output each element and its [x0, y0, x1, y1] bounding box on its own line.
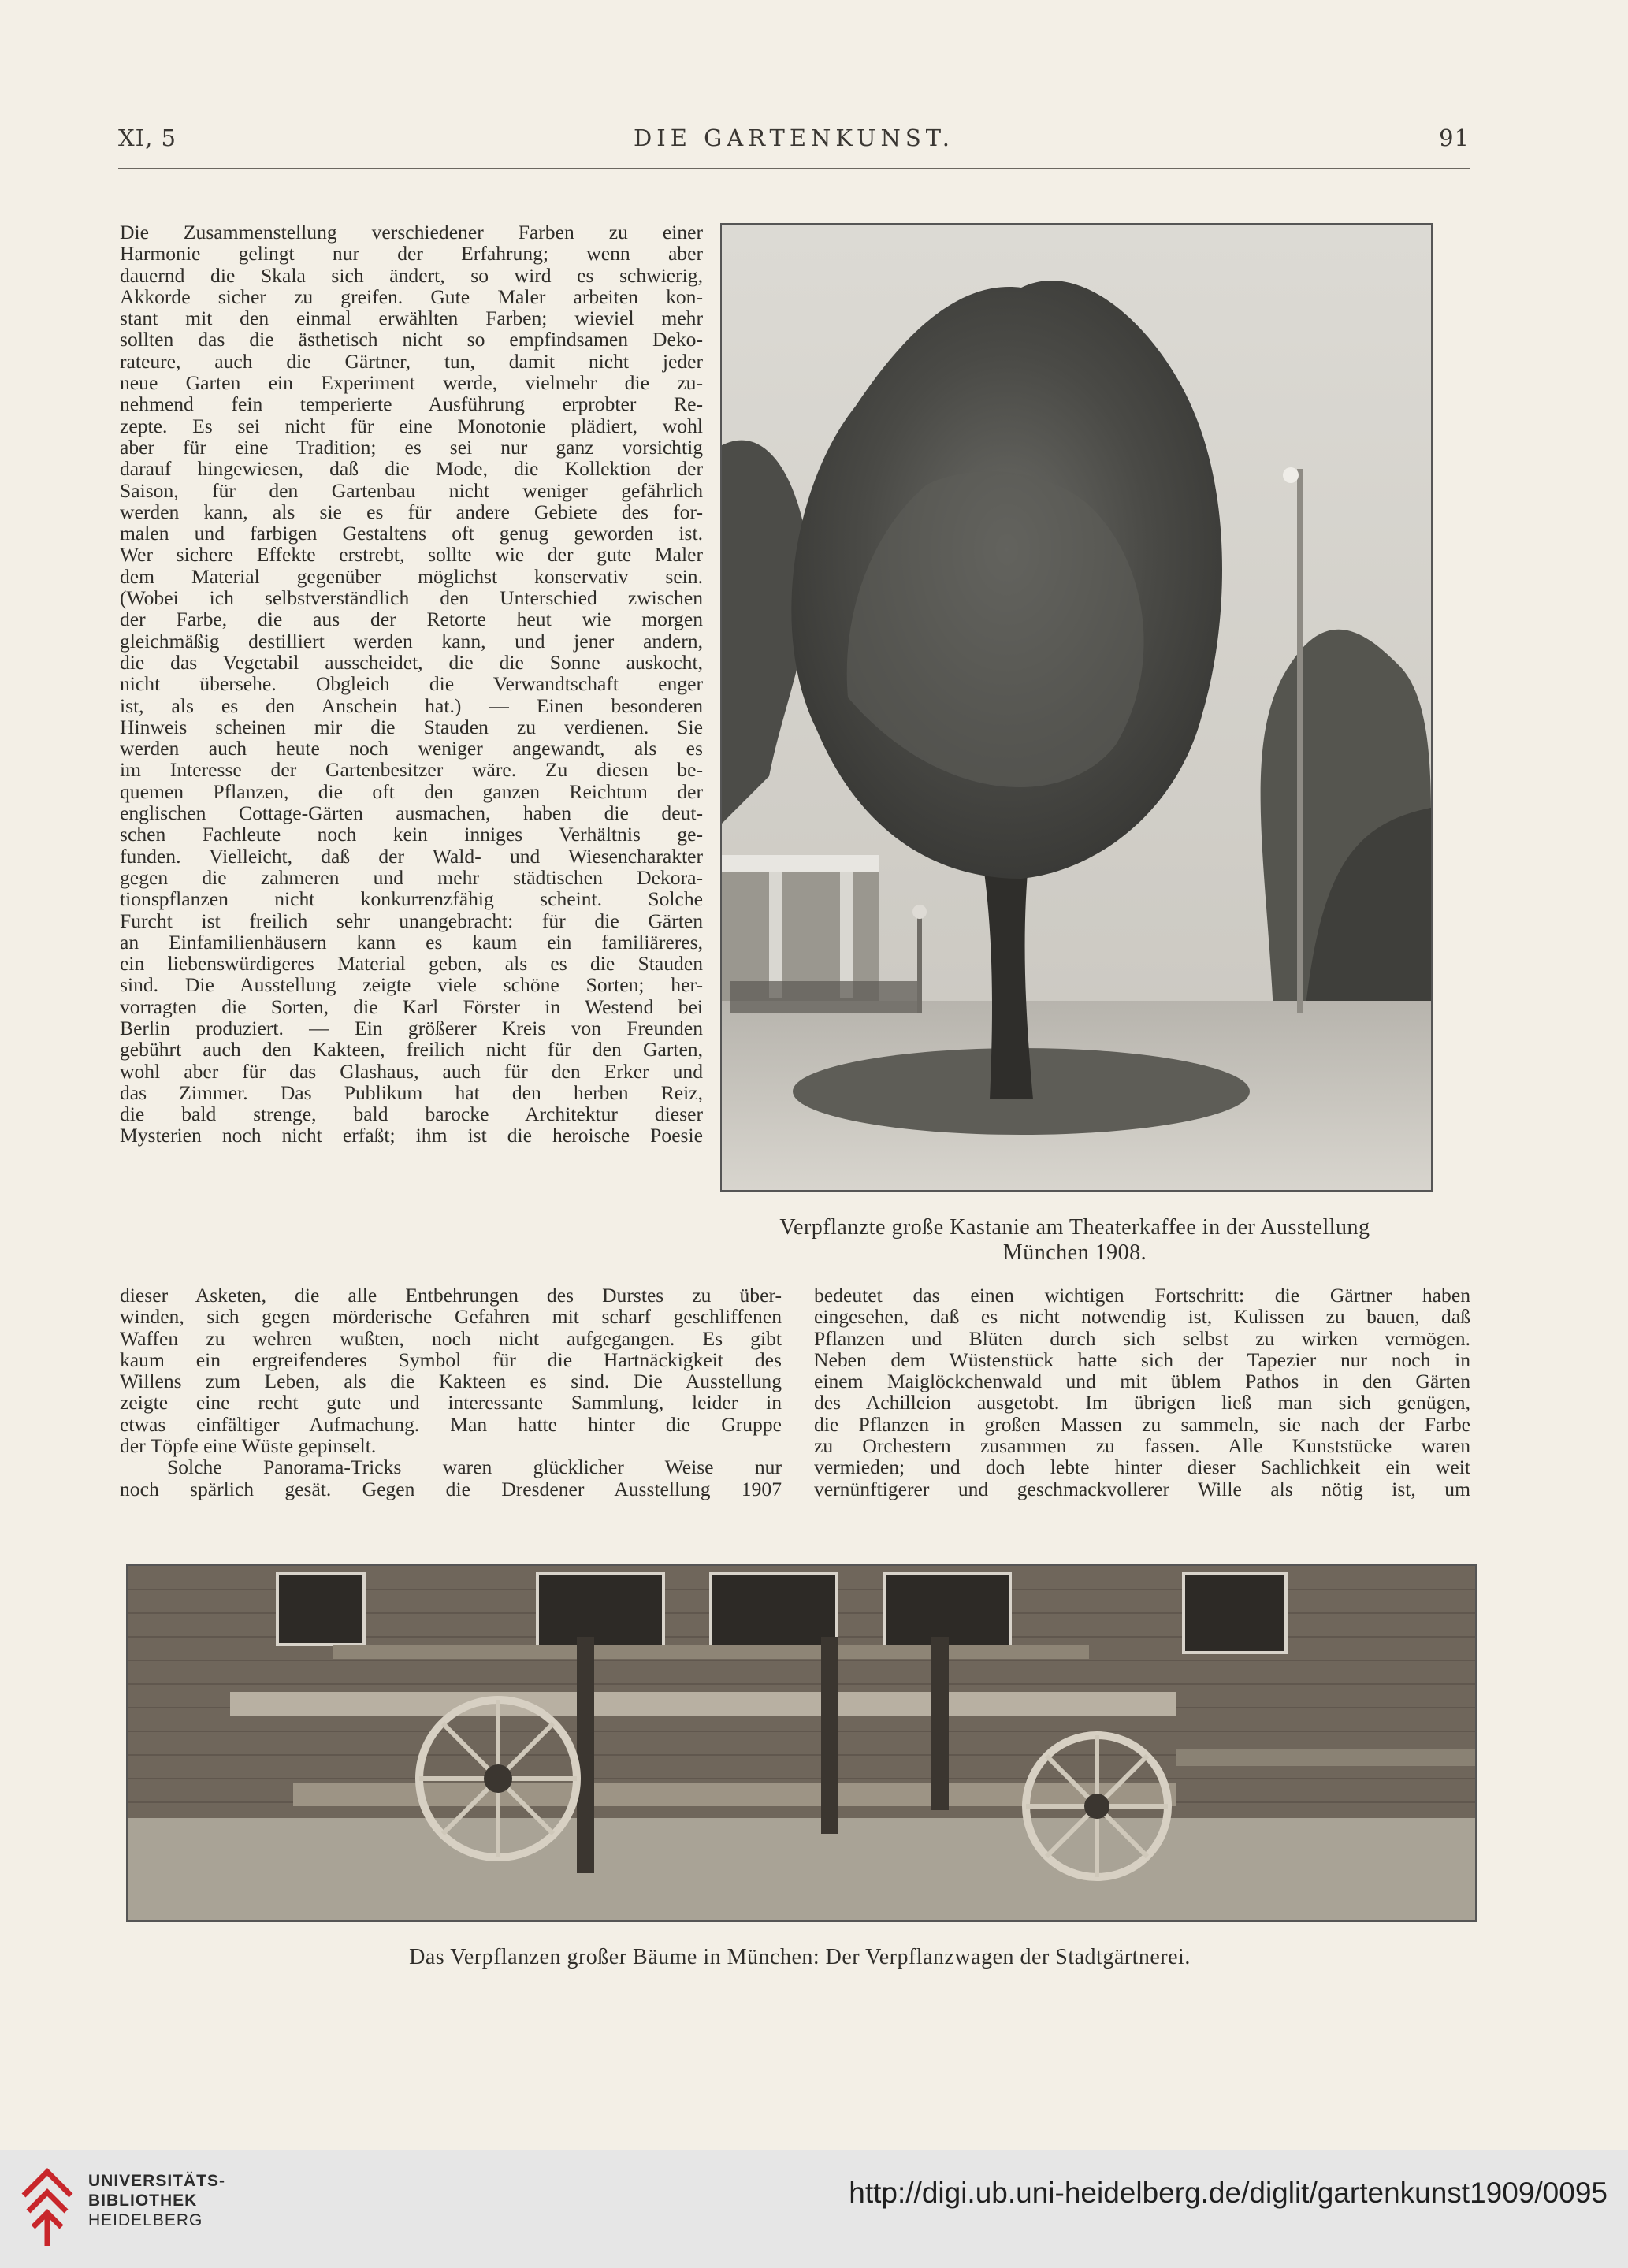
text-line: zepte. Es sei nicht für eine Monotonie plädiert, wohl: [120, 414, 703, 437]
text-line: dem Material gegenüber möglichst konservativ sein.: [120, 564, 703, 588]
text-line: gebührt auch den Kakteen, freilich nicht für den Garten,: [120, 1038, 703, 1061]
text-line: (Wobei ich selbstverständlich den Unterschied zwischen: [120, 586, 703, 610]
university-library-logo-icon: [17, 2164, 77, 2251]
text-line: die Pflanzen in großen Massen zu sammeln, sie nach der Farbe: [814, 1412, 1470, 1436]
text-line: ist, als es den Anschein hat.) — Einen besonderen: [120, 693, 703, 717]
text-column-left-lower: [120, 1285, 782, 1500]
text-line: kaum ein ergreifenderes Symbol für die Hartnäckigkeit des: [120, 1348, 782, 1371]
figure-caption-tree: [720, 1215, 1429, 1266]
text-line: neue Garten ein Experiment werde, vielmehr die zu-: [120, 371, 703, 395]
permalink-url[interactable]: http://digi.ub.uni-heidelberg.de/diglit/gartenkunst1909/0095: [849, 2177, 1608, 2209]
text-line: das Zimmer. Das Publikum hat den herben Reiz,: [120, 1080, 703, 1104]
library-line: UNIVERSITÄTS-: [88, 2172, 226, 2190]
text-line: wohl aber für das Glashaus, auch für den Erker und: [120, 1059, 703, 1083]
text-line: Willens zum Leben, als die Kakteen es sind. Die Ausstellung: [120, 1370, 782, 1393]
text-column-right-lower: [814, 1285, 1470, 1500]
text-line: malen und farbigen Gestaltens oft genug geworden ist.: [120, 522, 703, 545]
text-line: sind. Die Ausstellung zeigte viele schöne Sorten; her-: [120, 973, 703, 997]
text-line: Mysterien noch nicht erfaßt; ihm ist die heroische Poesie: [120, 1124, 703, 1147]
photo-transplanting-wagon: [126, 1564, 1477, 1922]
text-line: nicht übersehe. Obgleich die Verwandtschaft enger: [120, 672, 703, 696]
text-line: gleichmäßig destilliert werden kann, und jener andern,: [120, 629, 703, 653]
text-line: an Einfamilienhäusern kann es kaum ein familiäreres,: [120, 930, 703, 954]
text-line: englischen Cottage-Gärten ausmachen, haben die deut-: [120, 801, 703, 825]
text-line: werden auch heute noch weniger angewandt, als es: [120, 737, 703, 760]
text-line: Die Zusammenstellung verschiedener Farben zu einer: [120, 221, 703, 244]
tree-photo-drawing: [722, 225, 1431, 1190]
text-line: schen Fachleute noch kein inniges Verhältnis ge-: [120, 823, 703, 846]
text-line: winden, sich gegen mörderische Gefahren mit scharf geschliffenen: [120, 1305, 782, 1329]
figure-caption-wagon: Das Verpflanzen großer Bäume in München: Der Verpflanzwagen der Stadtgärtnerei.: [409, 1945, 1191, 1969]
library-line: HEIDELBERG: [88, 2211, 203, 2229]
text-line: zu Orchestern zusammen zu fassen. Alle Kunststücke waren: [814, 1434, 1470, 1458]
text-line: etwas einfältiger Aufmachung. Man hatte hinter die Gruppe: [120, 1412, 782, 1436]
text-line: Harmonie gelingt nur der Erfahrung; wenn aber: [120, 242, 703, 266]
library-line: BIBLIOTHEK: [88, 2192, 198, 2210]
text-line: funden. Vielleicht, daß der Wald- und Wiesencharakter: [120, 844, 703, 868]
text-line: die das Vegetabil ausscheidet, die die Sonne auskocht,: [120, 650, 703, 674]
text-line: darauf hingewiesen, daß die Mode, die Kollektion der: [120, 457, 703, 481]
text-line: bedeutet das einen wichtigen Fortschritt: die Gärtner haben: [814, 1284, 1470, 1307]
text-line: rateure, auch die Gärtner, tun, damit nicht jeder: [120, 349, 703, 373]
text-line: vorragten die Sorten, die Karl Förster in Westend bei: [120, 995, 703, 1018]
text-line: Pflanzen und Blüten durch sich selbst zu wirken vermögen.: [814, 1326, 1470, 1350]
text-line: Waffen zu wehren wußten, noch nicht aufgegangen. Es gibt: [120, 1326, 782, 1350]
running-head: [118, 125, 1470, 156]
text-line: Akkorde sicher zu greifen. Gute Maler arbeiten kon-: [120, 284, 703, 308]
text-line: Neben dem Wüstenstück hatte sich der Tapezier nur noch in: [814, 1348, 1470, 1371]
text-line: nehmend fein temperierte Ausführung erprobter Re-: [120, 392, 703, 416]
page-number: 91: [1439, 125, 1470, 151]
text-line: Saison, für den Gartenbau nicht weniger gefährlich: [120, 478, 703, 502]
text-column-left-upper: [120, 221, 703, 1147]
text-line: Wer sichere Effekte erstrebt, sollte wie der gute Maler: [120, 543, 703, 567]
text-line: Solche Panorama-Tricks waren glücklicher Weise nur: [167, 1456, 782, 1479]
text-line: der Farbe, die aus der Retorte heut wie morgen: [120, 608, 703, 631]
text-line: Furcht ist freilich sehr unangebracht: für die Gärten: [120, 909, 703, 932]
caption-line: München 1908.: [1002, 1240, 1147, 1265]
caption-line: Verpflanzte große Kastanie am Theaterkaffee in der Ausstellung: [779, 1215, 1370, 1240]
journal-title: DIE GARTENKUNST.: [633, 125, 955, 151]
text-line: werden kann, als sie es für andere Gebiete des for-: [120, 500, 703, 523]
library-name: [88, 2171, 225, 2230]
text-line: aber für eine Tradition; es sei nur ganz vorsichtig: [120, 435, 703, 459]
text-line: die bald strenge, bald barocke Architektur dieser: [120, 1102, 703, 1126]
text-line: eingesehen, daß es nicht notwendig ist, Kulissen zu bauen, daß: [814, 1305, 1470, 1329]
text-line: vermieden; und doch lebte hinter dieser Sachlichkeit ein weit: [814, 1456, 1470, 1479]
text-line: noch spärlich gesät. Gegen die Dresdener Ausstellung 1907: [120, 1477, 782, 1500]
photo-chestnut-tree: [720, 223, 1433, 1192]
volume-issue: XI, 5: [118, 125, 177, 151]
text-line: stant mit den einmal erwählten Farben; wieviel mehr: [120, 307, 703, 330]
text-line: tionspflanzen nicht konkurrenzfähig scheint. Solche: [120, 887, 703, 911]
text-line: quemen Pflanzen, die oft den ganzen Reichtum der: [120, 779, 703, 803]
header-rule: [118, 168, 1470, 169]
text-line: gegen die zahmeren und mehr städtischen Dekora-: [120, 865, 703, 889]
text-line: der Töpfe eine Wüste gepinselt.: [120, 1434, 377, 1458]
text-line: vernünftigerer und geschmackvollerer Wille als nötig ist, um: [814, 1477, 1470, 1500]
text-line: einem Maiglöckchenwald und mit üblem Pathos in den Gärten: [814, 1370, 1470, 1393]
text-line: dauernd die Skala sich ändert, so wird es schwierig,: [120, 263, 703, 287]
text-line: des Achilleion ausgetobt. Im übrigen ließ man sich genügen,: [814, 1391, 1470, 1415]
text-line: sollten das die ästhetisch nicht so empfindsamen Deko-: [120, 328, 703, 351]
text-line: ein liebenswürdigeres Material geben, als es die Stauden: [120, 952, 703, 976]
wagon-photo-drawing: [128, 1566, 1475, 1920]
text-line: im Interesse der Gartenbesitzer wäre. Zu diesen be-: [120, 758, 703, 782]
text-line: zeigte eine recht gute und interessante Sammlung, leider in: [120, 1391, 782, 1415]
text-line: dieser Asketen, die alle Entbehrungen des Durstes zu über-: [120, 1284, 782, 1307]
text-line: Hinweis scheinen mir die Stauden zu verdienen. Sie: [120, 715, 703, 738]
text-line: Berlin produziert. — Ein größerer Kreis von Freunden: [120, 1016, 703, 1039]
